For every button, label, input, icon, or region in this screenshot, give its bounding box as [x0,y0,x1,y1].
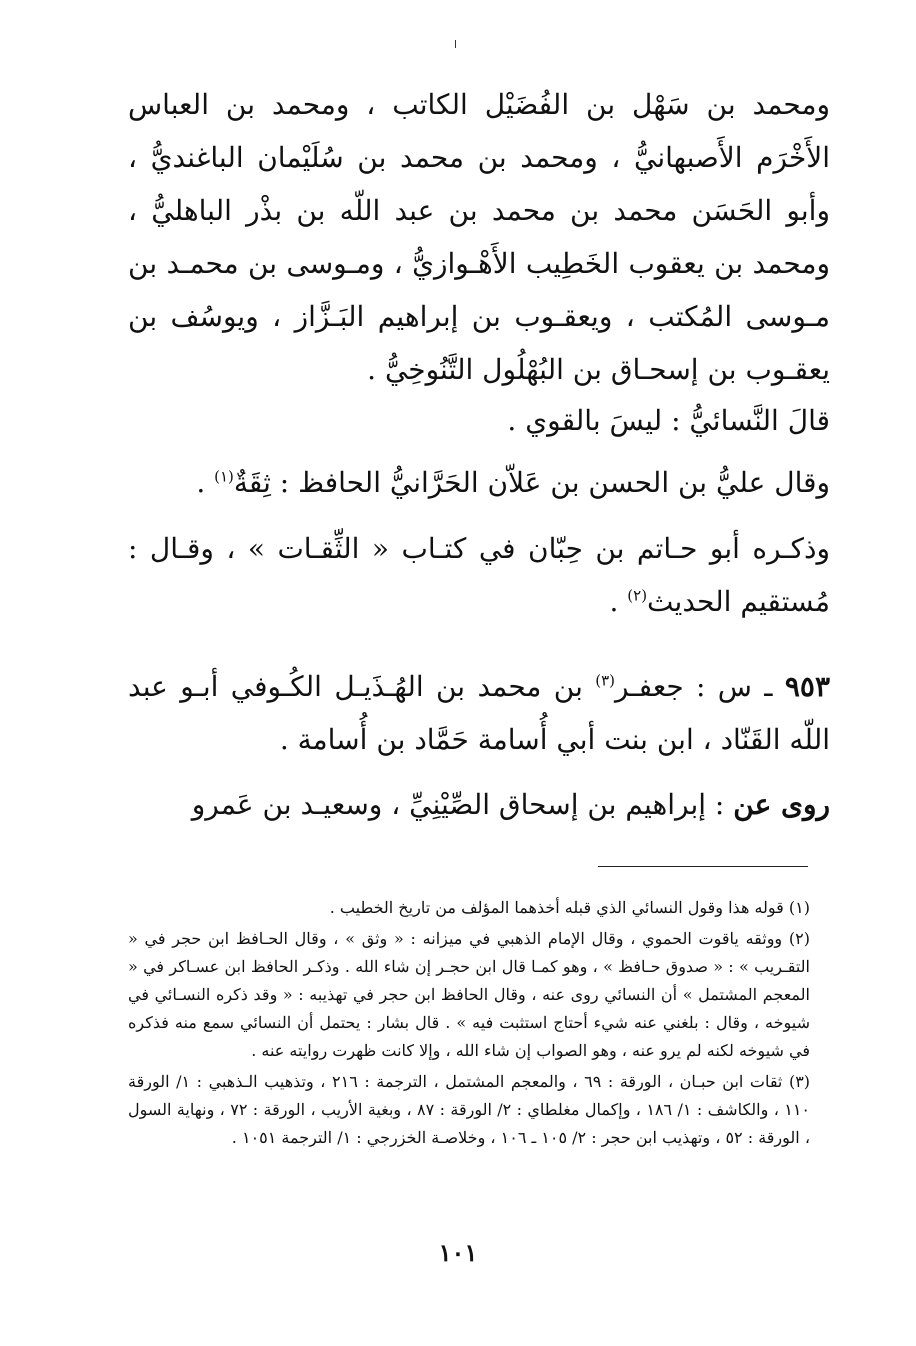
page-number: ١٠١ [438,1238,478,1267]
entry-head: ـ س : جعفـر [615,670,785,703]
footnote-2: (٢) ووثقه ياقوت الحموي ، وقال الإمام الذهبي في ميزانه : « وثق » ، وقال الحـافظ ابن حجر في « التقـريب » : « صدوق حـافظ » ، وهو كمـا قال ابن حجـر إن شاء الله . وذكـر الحافظ ابن عسـاكر في « المعجم المشتمل » أن النسائي روى عنه ، وقال الحافظ ابن حجر في تهذيبه : « وقد ذكره النسـائي في شيوخه ، وقال : بلغني عنه شيء أحتاج استثبت فيه » . قال بشار : يحتمل أن النسائي سمع منه فذكره في شيوخه لكنه لم يرو عنه ، وهو الصواب إن شاء الله ، وإلا كانت ظهرت روايته عنه . [128,929,810,1060]
footnote-3: (٣) ثقات ابن حبـان ، الورقة : ٦٩ ، والمعجم المشتمل ، الترجمة : ٢١٦ ، وتذهيب الـذهبي : ١/ الورقة ١١٠ ، والكاشف : ١/ ١٨٦ ، وإكمال مغلطاي : ٢/ الورقة : ٨٧ ، وبغية الأريب ، الورقة : ٧٢ ، ونهاية السول ، الورقة : ٥٢ ، وتهذيب ابن حجر : ٢/ ١٠٥ ـ ١٠٦ ، وخلاصـة الخزرجي : ١/ الترجمة ١٠٥١ . [128,1072,811,1147]
ibn-hibban-end: . [609,585,628,618]
footnote-ref-1[interactable]: (١) [214,467,234,486]
footnote-separator [598,866,808,867]
entry-heading [128,660,830,766]
footnote-ref-3[interactable]: (٣) [595,671,615,690]
narrators-paragraph: ومحمد بن سَهْل بن الفُضَيْل الكاتب ، ومحمد بن العباس الأَخْرَم الأَصبهانيُّ ، ومحمد بن محمد بن سُلَيْمان الباغنديُّ ، وأبو الحَسَن محمد بن محمد بن عبد اللّه بن بذْر الباهليُّ ، ومحمد بن يعقوب الخَطِيب الأَهْـوازيُّ ، ومـوسى بن محمـد بن مـوسى المُكتب ، ويعقـوب بن إبراهيم البَـزَّاز ، ويوسُف بن يعقـوب بن إسحـاق بن البُهْلُول التَّنُوخِيُّ . [128,88,830,386]
top-tick-mark [455,40,456,48]
footnote-ref-2[interactable]: (٢) [627,586,648,605]
ibn-hibban-text: وذكـره أبو حـاتم بن حِبّان في كتـاب « الثِّقـات » ، وقـال : مُستقيم الحديث [128,532,830,618]
harrani-statement [128,456,830,509]
narrated-from-line [128,778,830,831]
harrani-text: وقال عليُّ بن الحسن بن عَلاّن الحَرَّانيُّ الحافظ : ثِقَةٌ [233,466,830,499]
narrated-from-text: : إبراهيم بن إسحاق الصِّيْنِيِّ ، وسعيـد بن عَمرو [191,788,734,821]
ibn-hibban-statement [128,522,830,628]
entry-text: بن محمد بن الهُـذَيـل الكُـوفي أبـو عبد اللّه القَنّاد ، ابن بنت أبي أُسامة حَمَّاد بن أُسامة . [128,670,830,756]
nasai-statement: قالَ النَّسائيُّ : ليسَ بالقوي . [507,404,830,437]
entry-number: ٩٥٣ [784,670,830,703]
footnote-1: (١) قوله هذا وقول النسائي الذي قبله أخذهما المؤلف من تاريخ الخطيب . [329,898,810,917]
footnotes-section [128,894,810,1155]
harrani-end: . [196,466,215,499]
narrated-from-label: روى عن [733,788,830,821]
